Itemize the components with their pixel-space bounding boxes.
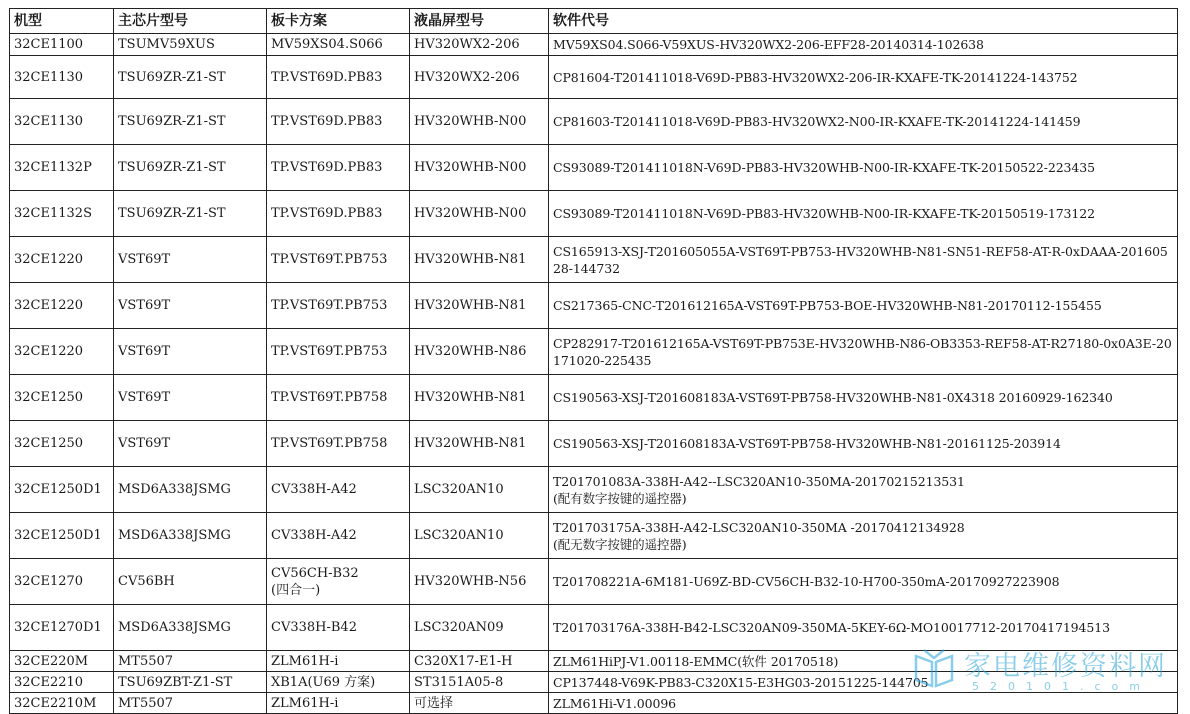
cell-chip: TSUMV59XUS	[114, 34, 267, 56]
board-note: (四合一)	[271, 582, 321, 598]
cell-chip: MT5507	[114, 651, 267, 672]
cell-software: T201708221A-6M181-U69Z-BD-CV56CH-B32-10-H700-350mA-20170927223908	[549, 559, 1178, 605]
cell-panel: HV320WX2-206	[410, 56, 549, 99]
cell-software: CS190563-XSJ-T201608183A-VST69T-PB758-HV320WHB-N81-0X4318 20160929-162340	[549, 375, 1178, 421]
header-software: 软件代号	[549, 9, 1178, 34]
cell-model: 32CE1132P	[10, 145, 114, 191]
table-row	[10, 283, 1178, 329]
software-note: (配有数字按键的遥控器)	[553, 490, 687, 506]
cell-board: TP.VST69D.PB83	[267, 191, 410, 237]
cell-board: TP.VST69D.PB83	[267, 99, 410, 145]
cell-board: TP.VST69D.PB83	[267, 56, 410, 99]
table-row	[10, 421, 1178, 467]
cell-software: T201703176A-338H-B42-LSC320AN09-350MA-5KEY-6Ω-MO10017712-20170417194513	[549, 605, 1178, 651]
cell-model: 32CE1250D1	[10, 513, 114, 559]
cell-software: CS217365-CNC-T201612165A-VST69T-PB753-BOE-HV320WHB-N81-20170112-155455	[549, 283, 1178, 329]
table-row	[10, 99, 1178, 145]
cell-model: 32CE1220	[10, 237, 114, 283]
cell-board: TP.VST69T.PB758	[267, 375, 410, 421]
cell-software: CP81604-T201411018-V69D-PB83-HV320WX2-206-IR-KXAFE-TK-20141224-143752	[549, 56, 1178, 99]
cell-chip: TSU69ZR-Z1-ST	[114, 56, 267, 99]
cell-chip: MSD6A338JSMG	[114, 467, 267, 513]
table-row	[10, 605, 1178, 651]
cell-software: CS165913-XSJ-T201605055A-VST69T-PB753-HV320WHB-N81-SN51-REF58-AT-R-0xDAAA-20160528-144732	[549, 237, 1178, 283]
cell-chip: VST69T	[114, 283, 267, 329]
watermark-url: 520101.com	[972, 680, 1151, 693]
cell-board: TP.VST69T.PB758	[267, 421, 410, 467]
table-row	[10, 651, 1178, 672]
cell-chip: TSU69ZR-Z1-ST	[114, 191, 267, 237]
table-row	[10, 237, 1178, 283]
cell-board: ZLM61H-i	[267, 693, 410, 714]
cell-model: 32CE1250	[10, 375, 114, 421]
header-board: 板卡方案	[267, 9, 410, 34]
cell-board: TP.VST69D.PB83	[267, 145, 410, 191]
cell-chip: TSU69ZR-Z1-ST	[114, 99, 267, 145]
cell-board: CV338H-B42	[267, 605, 410, 651]
table-row	[10, 329, 1178, 375]
cell-board: TP.VST69T.PB753	[267, 283, 410, 329]
cell-panel: HV320WHB-N56	[410, 559, 549, 605]
cell-board: CV338H-A42	[267, 513, 410, 559]
cell-board: TP.VST69T.PB753	[267, 237, 410, 283]
software-table	[9, 8, 1178, 714]
header-row	[10, 9, 1178, 34]
cell-model: 32CE1270	[10, 559, 114, 605]
table-row	[10, 56, 1178, 99]
cell-panel: HV320WHB-N86	[410, 329, 549, 375]
cell-model: 32CE1100	[10, 34, 114, 56]
table-row	[10, 34, 1178, 56]
table-row	[10, 191, 1178, 237]
header-model: 机型	[10, 9, 114, 34]
cell-panel: ST3151A05-8	[410, 672, 549, 693]
cell-software: CP282917-T201612165A-VST69T-PB753E-HV320WHB-N86-OB3353-REF58-AT-R27180-0x0A3E-20171020-225435	[549, 329, 1178, 375]
cell-panel: HV320WHB-N81	[410, 237, 549, 283]
cell-software: ZLM61HiPJ-V1.00118-EMMC(软件 20170518)	[549, 651, 1178, 672]
cell-model: 32CE1220	[10, 283, 114, 329]
cell-chip: VST69T	[114, 421, 267, 467]
cell-panel: HV320WX2-206	[410, 34, 549, 56]
software-code: T201703175A-338H-A42-LSC320AN10-350MA -20170412134928	[553, 519, 965, 535]
cell-model: 32CE1270D1	[10, 605, 114, 651]
cell-model: 32CE2210	[10, 672, 114, 693]
cell-software: CP137448-V69K-PB83-C320X15-E3HG03-20151225-144705	[549, 672, 1178, 693]
cell-panel: HV320WHB-N81	[410, 375, 549, 421]
table-row	[10, 693, 1178, 714]
cell-chip: TSU69ZR-Z1-ST	[114, 145, 267, 191]
table-row	[10, 672, 1178, 693]
cell-board: TP.VST69T.PB753	[267, 329, 410, 375]
software-code: T201701083A-338H-A42--LSC320AN10-350MA-20170215213531	[553, 473, 965, 489]
cell-chip: MT5507	[114, 693, 267, 714]
cell-panel: LSC320AN10	[410, 513, 549, 559]
cell-board: MV59XS04.S066	[267, 34, 410, 56]
cell-panel: HV320WHB-N00	[410, 191, 549, 237]
cell-panel: 可选择	[410, 693, 549, 714]
board-code: CV56CH-B32	[271, 565, 359, 581]
cell-model: 32CE2210M	[10, 693, 114, 714]
watermark-text: 家电维修资料网	[964, 651, 1167, 682]
cell-software: CS190563-XSJ-T201608183A-VST69T-PB758-HV320WHB-N81-20161125-203914	[549, 421, 1178, 467]
cell-chip: CV56BH	[114, 559, 267, 605]
header-panel: 液晶屏型号	[410, 9, 549, 34]
cell-software: CP81603-T201411018-V69D-PB83-HV320WX2-N00-IR-KXAFE-TK-20141224-141459	[549, 99, 1178, 145]
table-row	[10, 513, 1178, 559]
cell-model: 32CE1132S	[10, 191, 114, 237]
cell-chip: TSU69ZBT-Z1-ST	[114, 672, 267, 693]
cell-software: ZLM61Hi-V1.00096	[549, 693, 1178, 714]
cell-chip: VST69T	[114, 329, 267, 375]
cell-panel: HV320WHB-N81	[410, 421, 549, 467]
table-row	[10, 467, 1178, 513]
cell-panel: LSC320AN09	[410, 605, 549, 651]
cell-panel: HV320WHB-N00	[410, 99, 549, 145]
header-chip: 主芯片型号	[114, 9, 267, 34]
cell-software	[549, 513, 1178, 559]
cell-software	[549, 467, 1178, 513]
cell-board	[267, 559, 410, 605]
cell-chip: MSD6A338JSMG	[114, 513, 267, 559]
cell-chip: MSD6A338JSMG	[114, 605, 267, 651]
cell-model: 32CE1130	[10, 99, 114, 145]
cell-panel: LSC320AN10	[410, 467, 549, 513]
table-row	[10, 145, 1178, 191]
cell-software: CS93089-T201411018N-V69D-PB83-HV320WHB-N00-IR-KXAFE-TK-20150522-223435	[549, 145, 1178, 191]
cell-model: 32CE1130	[10, 56, 114, 99]
cell-model: 32CE1250D1	[10, 467, 114, 513]
cell-board: ZLM61H-i	[267, 651, 410, 672]
cell-model: 32CE1250	[10, 421, 114, 467]
software-note: (配无数字按键的遥控器)	[553, 536, 687, 552]
cell-model: 32CE220M	[10, 651, 114, 672]
cell-chip: VST69T	[114, 375, 267, 421]
cell-software: MV59XS04.S066-V59XUS-HV320WX2-206-EFF28-20140314-102638	[549, 34, 1178, 56]
cell-model: 32CE1220	[10, 329, 114, 375]
table-row	[10, 559, 1178, 605]
cell-chip: VST69T	[114, 237, 267, 283]
cell-panel: HV320WHB-N00	[410, 145, 549, 191]
table-row	[10, 375, 1178, 421]
cell-board: XB1A(U69 方案)	[267, 672, 410, 693]
cell-panel: HV320WHB-N81	[410, 283, 549, 329]
cell-software: CS93089-T201411018N-V69D-PB83-HV320WHB-N00-IR-KXAFE-TK-20150519-173122	[549, 191, 1178, 237]
cell-panel: C320X17-E1-H	[410, 651, 549, 672]
cell-board: CV338H-A42	[267, 467, 410, 513]
